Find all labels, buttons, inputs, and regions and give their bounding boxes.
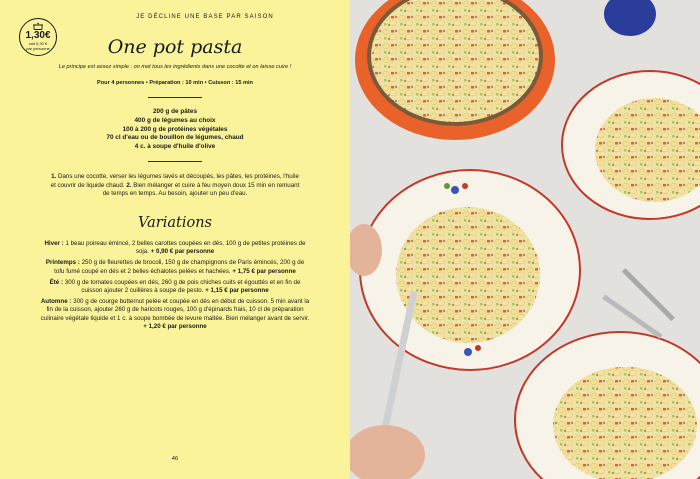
section-kicker: JE DÉCLINE UNE BASE PAR SAISON <box>136 14 274 20</box>
variation-text: 250 g de fleurettes de brocoli, 150 g de champignons de Paris émincés, 200 g de tofu fumé coupé en dés et 2 belles échalotes pelées et hachées. <box>54 259 305 275</box>
variation-season: Été : <box>49 278 64 286</box>
pot-icon <box>32 22 44 30</box>
page-number: 46 <box>171 456 179 462</box>
variation-winter <box>40 240 310 256</box>
variation-summer <box>40 279 310 295</box>
variation-text: 300 g de courge butternut pelée et coupée en dés en début de cuisson. 5 min avant la fin de la cuisson, ajouter 260 g de haricots rouges, 100 g d'épinards frais, 10 cl de préparation culinaire végétale liquide et 1 c. à soupe bombée de levure maltée. Bien mélanger avant de servir. <box>40 298 310 322</box>
ingredient-item: 400 g de légumes au choix <box>134 116 216 124</box>
recipe-title: One pot pasta <box>107 36 243 58</box>
badge-price: 1,30€ <box>25 30 51 41</box>
variation-autumn <box>40 298 310 331</box>
variations-title: Variations <box>138 215 212 231</box>
recipe-intro: Le principe est assez simple : on met tous les ingrédients dans une cocotte et on laisse cuire ! <box>58 64 292 70</box>
food-photo-illustration <box>350 0 700 479</box>
step-number: 2. <box>126 181 132 189</box>
divider-middle <box>148 161 202 162</box>
variation-price: + 1,15 € par personne <box>205 287 269 295</box>
ingredient-item: 4 c. à soupe d'huile d'olive <box>134 143 216 151</box>
recipe-steps <box>50 173 300 199</box>
ingredient-list <box>0 108 350 152</box>
variation-text: 1 beau poireau émincé, 2 belles carottes coupées en dés, 100 g de petites protéines de soja. <box>63 240 306 256</box>
variation-price: + 0,90 € par personne <box>150 248 215 256</box>
variation-season: Automne : <box>40 298 72 306</box>
ingredient-item: 70 cl d'eau ou de bouillon de légumes, chaud <box>106 134 244 142</box>
divider-top <box>148 97 202 98</box>
variation-text: 300 g de tomates coupées en dés, 260 g de pois chiches cuits et égouttés et en fin de cuisson ajouter 2 cuillères à soupe de pesto. <box>63 278 301 295</box>
ingredient-item: 100 à 200 g de protéines végétales <box>122 125 228 133</box>
variation-season: Printemps : <box>45 259 80 267</box>
variation-spring <box>40 259 310 275</box>
step-number: 1. <box>51 173 57 180</box>
badge-total: soit 5,30 € <box>28 41 48 46</box>
badge-per-person: par personne <box>26 45 50 51</box>
food-photo <box>350 0 700 479</box>
variations-list <box>40 240 310 334</box>
variation-price: + 1,75 € par personne <box>232 267 296 275</box>
recipe-meta: Pour 4 personnes • Préparation : 10 min • Cuisson : 15 min <box>97 80 253 86</box>
step-text: Bien mélanger et cuire à feu moyen doux 15 min en remuant de temps en temps. Au besoin, ajouter un peu d'eau. <box>102 181 300 198</box>
step-text: Dans une cocotte, verser les légumes lavés et découpés, les pâtes, les protéines, l'huile et couvrir de liquide chaud. <box>50 173 299 189</box>
variation-season: Hiver : <box>44 240 64 247</box>
variation-price: + 1,20 € par personne <box>143 322 207 330</box>
ingredient-item: 200 g de pâtes <box>152 108 198 115</box>
